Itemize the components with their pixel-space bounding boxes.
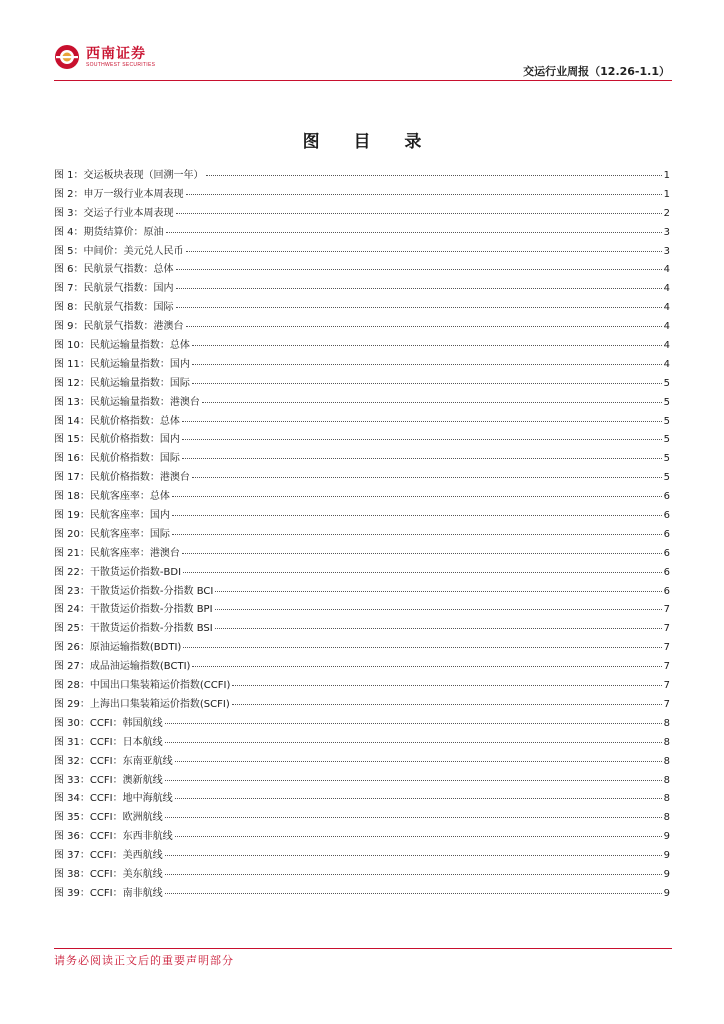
toc-entry[interactable] [54,453,670,472]
toc-entry-label: 图 23：干散货运价指数-分指数 BCI [54,585,214,597]
footer-divider [54,948,672,949]
toc-entry-page: 8 [663,717,670,729]
toc-entry-page: 8 [663,774,670,786]
toc-entry[interactable] [54,227,670,246]
toc-entry[interactable] [54,680,670,699]
toc-dot-leader [165,780,662,781]
toc-entry-page: 3 [663,226,670,238]
toc-entry-label: 图 15：民航价格指数：国内 [54,434,180,446]
toc-entry-page: 6 [663,510,670,522]
toc-entry-page: 3 [663,245,670,257]
toc-entry[interactable] [54,170,670,189]
toc-entry-page: 4 [663,358,670,370]
toc-entry-label: 图 10：民航运输量指数：总体 [54,340,190,352]
report-title: 交运行业周报（12.26-1.1） [523,65,670,78]
toc-entry[interactable] [54,472,670,491]
toc-entry[interactable] [54,567,670,586]
toc-entry-page: 1 [663,188,670,200]
toc-entry-label: 图 6：民航景气指数：总体 [54,264,174,276]
toc-entry-page: 9 [663,868,670,880]
toc-entry[interactable] [54,699,670,718]
toc-dot-leader [165,742,662,743]
toc-entry-label: 图 18：民航客座率：总体 [54,491,170,503]
toc-entry-page: 8 [663,755,670,767]
toc-entry[interactable] [54,321,670,340]
toc-entry-page: 8 [663,736,670,748]
toc-dot-leader [172,534,662,535]
toc-entry-label: 图 31：CCFI：日本航线 [54,736,163,748]
toc-dot-leader [186,194,662,195]
toc-entry-page: 8 [663,793,670,805]
toc-entry-label: 图 38：CCFI：美东航线 [54,868,163,880]
toc-entry-label: 图 14：民航价格指数：总体 [54,415,180,427]
toc-entry[interactable] [54,510,670,529]
toc-entry-label: 图 2：申万一级行业本周表现 [54,188,184,200]
toc-dot-leader [182,553,662,554]
toc-dot-leader [176,269,662,270]
toc-dot-leader [202,402,662,403]
toc-entry-page: 9 [663,850,670,862]
figure-table-of-contents [54,170,670,907]
toc-dot-leader [183,647,661,648]
toc-entry-page: 7 [663,680,670,692]
toc-dot-leader [165,855,662,856]
toc-entry-label: 图 33：CCFI：澳新航线 [54,774,163,786]
toc-entry[interactable] [54,661,670,680]
toc-entry-page: 4 [663,283,670,295]
toc-entry[interactable] [54,831,670,850]
toc-entry-page: 6 [663,585,670,597]
toc-entry-page: 2 [663,207,670,219]
toc-entry[interactable] [54,529,670,548]
toc-entry-page: 4 [663,264,670,276]
toc-entry[interactable] [54,491,670,510]
toc-dot-leader [165,723,662,724]
toc-entry-page: 5 [663,415,670,427]
toc-entry-label: 图 9：民航景气指数：港澳台 [54,321,184,333]
toc-entry-page: 5 [663,472,670,484]
toc-entry-label: 图 39：CCFI：南非航线 [54,887,163,899]
toc-dot-leader [192,477,662,478]
toc-dot-leader [192,364,662,365]
toc-entry-page: 1 [663,170,670,181]
toc-dot-leader [206,175,662,176]
toc-entry-page: 5 [663,396,670,408]
toc-entry[interactable] [54,302,670,321]
toc-entry-label: 图 29：上海出口集装箱运价指数(SCFI) [54,698,230,710]
toc-dot-leader [192,666,661,667]
toc-entry[interactable] [54,737,670,756]
toc-entry-page: 6 [663,528,670,540]
toc-entry[interactable] [54,340,670,359]
toc-dot-leader [175,798,662,799]
toc-dot-leader [192,345,662,346]
toc-dot-leader [176,213,662,214]
toc-title: 图 目 录 [302,132,436,152]
toc-dot-leader [182,458,662,459]
toc-entry-label: 图 7：民航景气指数：国内 [54,283,174,295]
toc-entry[interactable] [54,434,670,453]
toc-dot-leader [232,685,661,686]
toc-entry-page: 5 [663,453,670,465]
toc-dot-leader [192,383,662,384]
toc-entry[interactable] [54,283,670,302]
toc-entry-label: 图 34：CCFI：地中海航线 [54,793,173,805]
toc-dot-leader [183,572,662,573]
toc-entry-page: 9 [663,887,670,899]
toc-dot-leader [186,326,662,327]
toc-entry-page: 5 [663,377,670,389]
toc-dot-leader [186,251,662,252]
toc-entry-label: 图 21：民航客座率：港澳台 [54,547,180,559]
toc-entry-label: 图 28：中国出口集装箱运价指数(CCFI) [54,680,231,692]
toc-entry-page: 7 [663,698,670,710]
toc-entry-page: 5 [663,434,670,446]
footer-disclaimer: 请务必阅读正文后的重要声明部分 [54,954,234,967]
toc-entry[interactable] [54,850,670,869]
toc-entry-label: 图 4：期货结算价：原油 [54,226,164,238]
toc-entry[interactable] [54,208,670,227]
toc-entry-label: 图 13：民航运输量指数：港澳台 [54,396,200,408]
toc-entry[interactable] [54,812,670,831]
toc-entry-page: 9 [663,831,670,843]
toc-entry-label: 图 24：干散货运价指数-分指数 BPI [54,604,213,616]
toc-entry-page: 8 [663,812,670,824]
toc-entry-label: 图 19：民航客座率：国内 [54,510,170,522]
toc-entry[interactable] [54,623,670,642]
toc-dot-leader [215,609,662,610]
toc-entry[interactable] [54,775,670,794]
toc-entry-label: 图 30：CCFI：韩国航线 [54,717,163,729]
toc-dot-leader [176,288,662,289]
toc-entry[interactable] [54,378,670,397]
toc-entry[interactable] [54,718,670,737]
toc-entry[interactable] [54,246,670,265]
toc-entry-label: 图 32：CCFI：东南亚航线 [54,755,173,767]
toc-entry[interactable] [54,869,670,888]
toc-entry-label: 图 37：CCFI：美西航线 [54,850,163,862]
toc-entry[interactable] [54,793,670,812]
toc-entry-page: 7 [663,642,670,654]
toc-entry-page: 6 [663,547,670,559]
toc-entry-page: 4 [663,340,670,352]
toc-entry-label: 图 3：交运子行业本周表现 [54,207,174,219]
toc-entry-label: 图 12：民航运输量指数：国际 [54,377,190,389]
toc-entry-label: 图 22：干散货运价指数-BDI [54,566,182,578]
toc-entry-label: 图 16：民航价格指数：国际 [54,453,180,465]
toc-entry-label: 图 8：民航景气指数：国际 [54,302,174,314]
toc-dot-leader [165,874,662,875]
toc-entry-page: 7 [663,661,670,673]
toc-entry[interactable] [54,604,670,623]
toc-dot-leader [172,515,662,516]
toc-entry-page: 4 [663,321,670,333]
toc-dot-leader [165,893,662,894]
toc-dot-leader [175,836,662,837]
toc-entry[interactable] [54,416,670,435]
toc-entry[interactable] [54,359,670,378]
toc-entry[interactable] [54,642,670,661]
toc-dot-leader [172,496,662,497]
toc-entry-label: 图 25：干散货运价指数-分指数 BSI [54,623,213,635]
toc-dot-leader [215,628,662,629]
header-divider [54,80,672,81]
toc-dot-leader [166,232,662,233]
toc-entry-label: 图 35：CCFI：欧洲航线 [54,812,163,824]
logo-icon [54,44,80,70]
toc-dot-leader [175,761,662,762]
toc-entry-label: 图 5：中间价：美元兑人民币 [54,245,184,257]
toc-entry-label: 图 20：民航客座率：国际 [54,528,170,540]
toc-entry-page: 7 [663,604,670,616]
toc-entry-label: 图 17：民航价格指数：港澳台 [54,472,190,484]
toc-entry-label: 图 27：成品油运输指数(BCTI) [54,661,191,673]
toc-entry[interactable] [54,397,670,416]
toc-entry[interactable] [54,548,670,567]
toc-dot-leader [165,817,662,818]
toc-dot-leader [215,591,661,592]
logo-text: 西南证券 [86,45,146,62]
toc-entry[interactable] [54,756,670,775]
toc-entry[interactable] [54,264,670,283]
toc-dot-leader [176,307,662,308]
toc-entry-page: 4 [663,302,670,314]
toc-entry-page: 6 [663,566,670,578]
toc-dot-leader [182,421,662,422]
toc-dot-leader [182,439,662,440]
toc-entry-label: 图 1：交运板块表现（回溯一年） [54,170,204,181]
page-header [0,0,724,82]
toc-dot-leader [232,704,662,705]
toc-entry[interactable] [54,189,670,208]
logo-subtext: SOUTHWEST SECURITIES [86,61,156,68]
toc-entry[interactable] [54,586,670,605]
toc-entry-page: 6 [663,491,670,503]
company-logo [54,44,155,70]
toc-entry-label: 图 26：原油运输指数(BDTI) [54,642,182,654]
toc-entry-page: 7 [663,623,670,635]
toc-entry-label: 图 11：民航运输量指数：国内 [54,358,190,370]
toc-entry[interactable] [54,888,670,907]
toc-entry-label: 图 36：CCFI：东西非航线 [54,831,173,843]
